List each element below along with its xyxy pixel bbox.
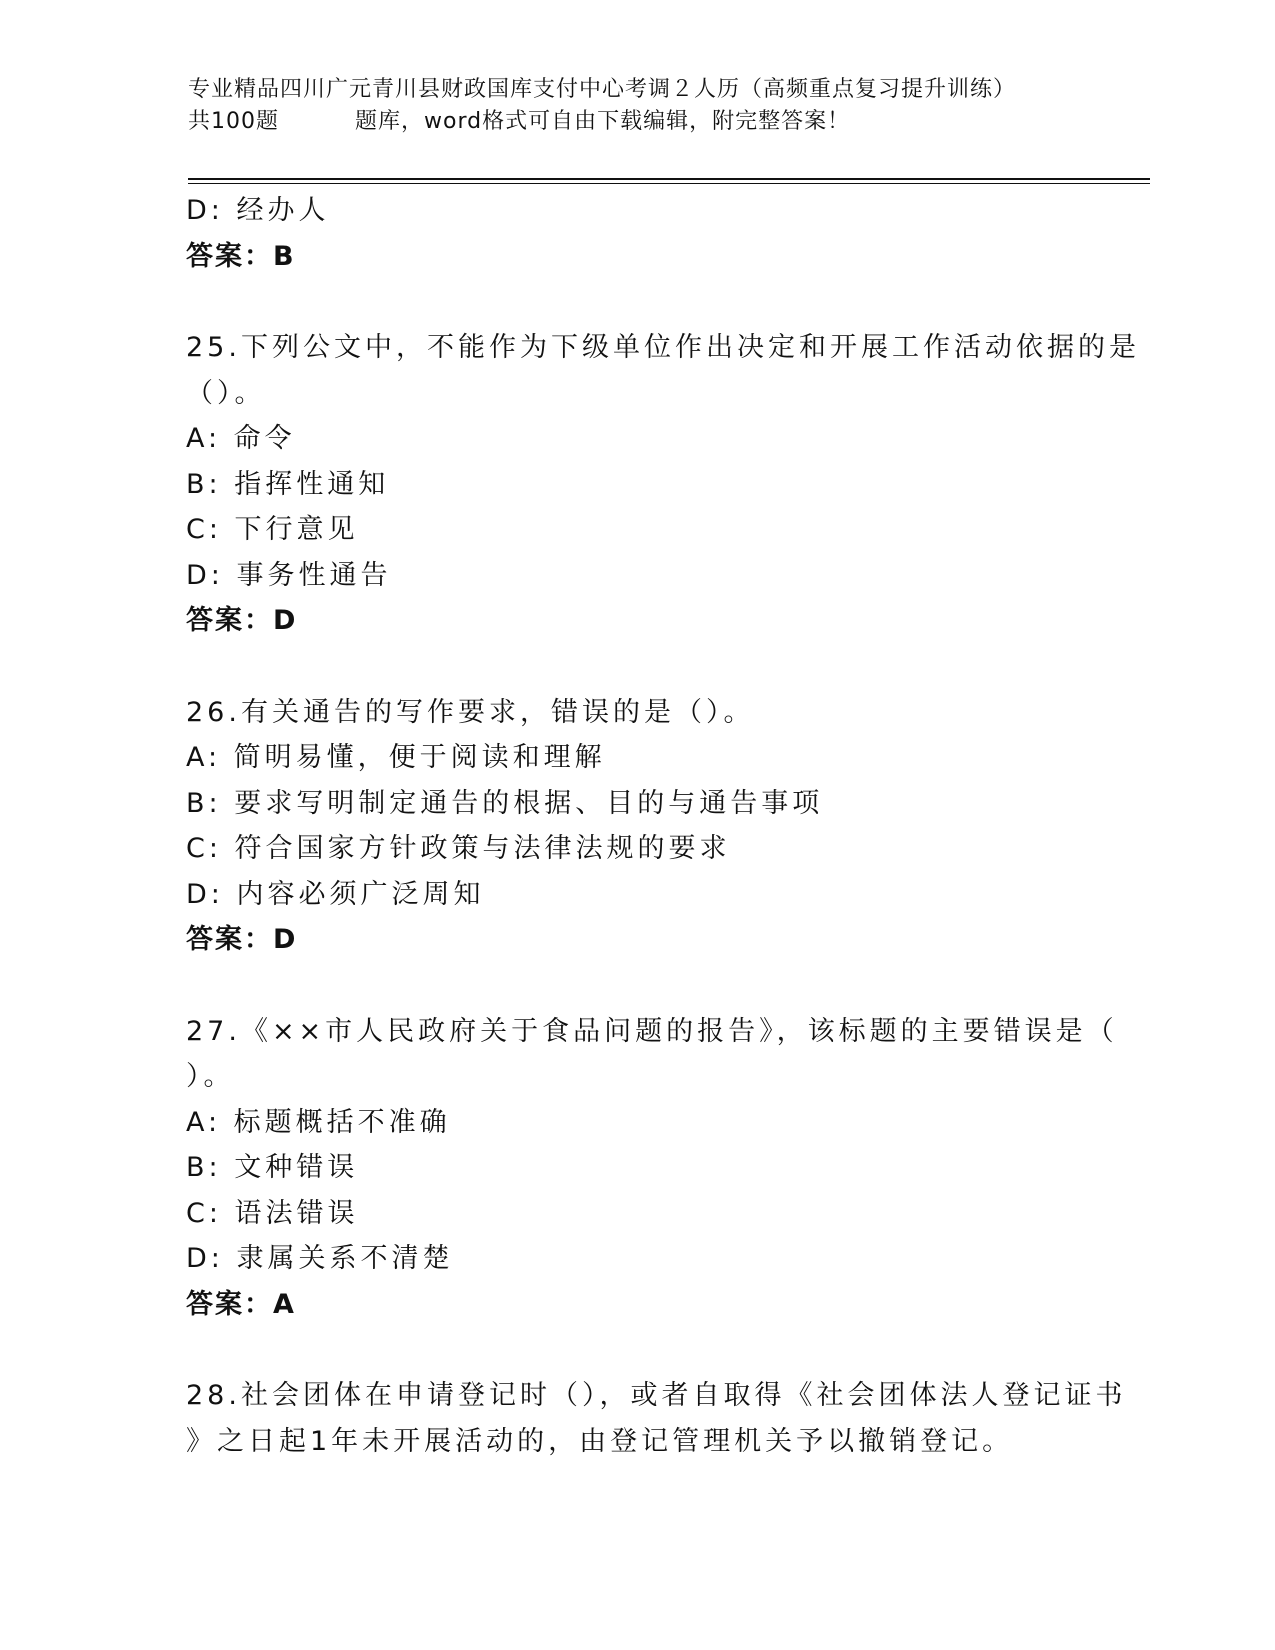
question-25 <box>186 325 1140 644</box>
question-28 <box>186 1373 1127 1464</box>
header-divider-thin <box>188 183 1150 184</box>
question-text: 28.社会团体在申请登记时（），或者自取得《社会团体法人登记证书 <box>186 1380 1127 1411</box>
answer: 答案：A <box>186 1288 296 1320</box>
question-text: 27.《××市人民政府关于食品问题的报告》，该标题的主要错误是（ <box>186 1015 1118 1047</box>
header-count: 共100题 <box>188 109 279 134</box>
question-list <box>186 188 1140 1464</box>
header-divider-thick <box>188 178 1150 180</box>
option-d: D: 隶属关系不清楚 <box>186 1243 454 1274</box>
option-d: D: 经办人 <box>186 195 330 226</box>
question-text: 25.下列公文中，不能作为下级单位作出决定和开展工作活动依据的是 <box>186 332 1140 363</box>
previous-question-tail <box>186 188 1086 279</box>
question-27 <box>186 1009 1118 1328</box>
option-a: A: 简明易懂，便于阅读和理解 <box>186 742 606 773</box>
option-c: C: 符合国家方针政策与法律法规的要求 <box>186 833 731 864</box>
option-c: C: 下行意见 <box>186 514 359 545</box>
question-text-cont: 》之日起1年未开展活动的，由登记管理机关予以撤销登记。 <box>186 1425 1014 1457</box>
option-b: B: 要求写明制定通告的根据、目的与通告事项 <box>186 787 824 819</box>
option-d: D: 内容必须广泛周知 <box>186 878 485 910</box>
option-b: B: 文种错误 <box>186 1152 359 1183</box>
question-text-cont: ）。 <box>186 1061 235 1092</box>
answer: 答案：B <box>186 240 296 272</box>
answer: 答案：D <box>186 605 298 636</box>
option-d: D: 事务性通告 <box>186 559 392 591</box>
question-26 <box>186 690 1086 963</box>
header-description: 题库，word格式可自由下载编辑，附完整答案！ <box>355 109 851 134</box>
option-b: B: 指挥性通知 <box>186 468 390 500</box>
option-c: C: 语法错误 <box>186 1197 359 1229</box>
question-text: 26.有关通告的写作要求，错误的是（）。 <box>186 696 755 728</box>
question-text-cont: （）。 <box>186 377 266 409</box>
header-title-line2 <box>188 106 1088 138</box>
answer: 答案：D <box>186 924 298 955</box>
option-a: A: 标题概括不准确 <box>186 1106 451 1138</box>
option-a: A: 命令 <box>186 423 296 454</box>
page-header <box>188 74 1088 138</box>
header-title-line1: 专业精品四川广元青川县财政国库支付中心考调２人历（高频重点复习提升训练） <box>188 77 1017 102</box>
